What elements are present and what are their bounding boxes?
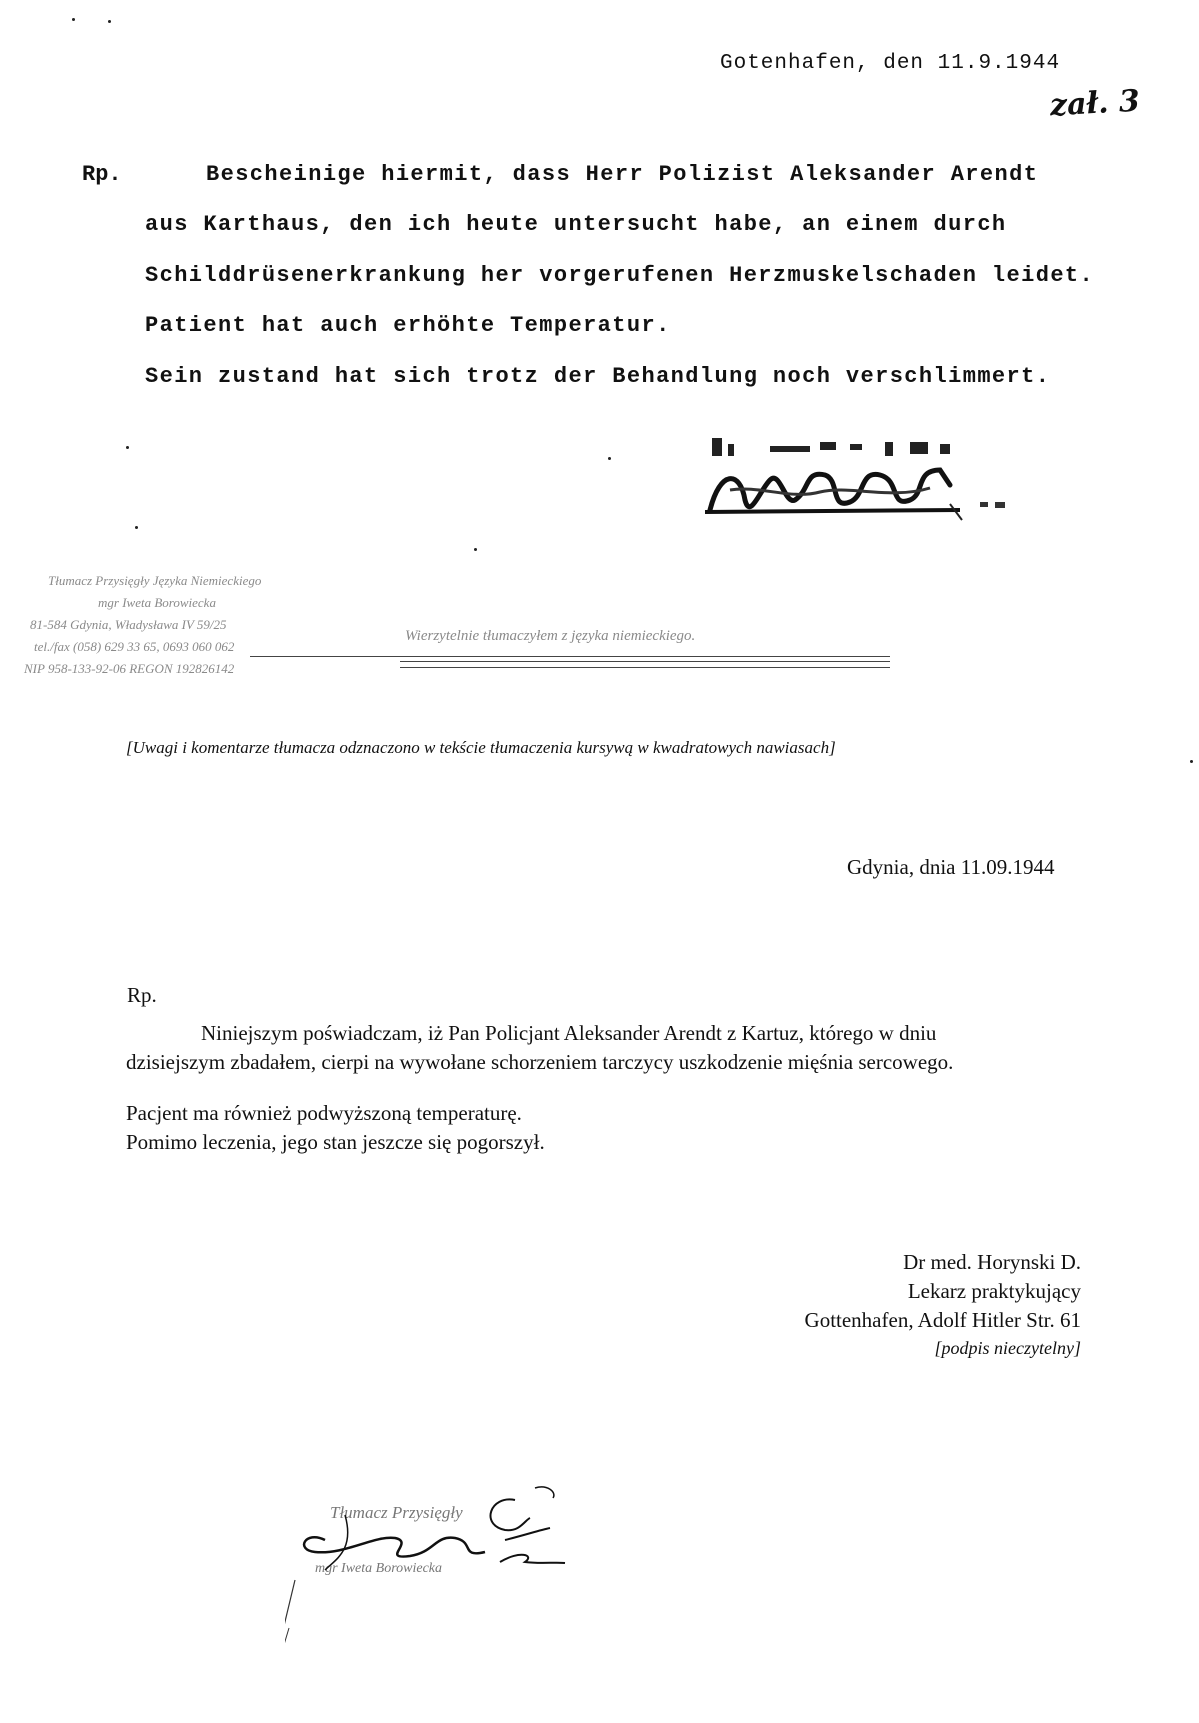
certification-rule bbox=[400, 661, 890, 662]
scan-speck bbox=[1190, 760, 1193, 763]
german-place-date: Gotenhafen, den 11.9.1944 bbox=[720, 52, 1061, 75]
doctor-stamp-signature bbox=[700, 430, 1040, 540]
certification-rule bbox=[400, 667, 890, 668]
polish-text-line: Pomimo leczenia, jego stan jeszcze się pogorszył. bbox=[126, 1130, 545, 1154]
translator-stamp-line: mgr Iweta Borowiecka bbox=[98, 595, 216, 610]
german-rp-label: Rp. bbox=[82, 162, 122, 187]
scan-speck bbox=[608, 457, 611, 460]
german-text-line: Bescheinige hiermit, dass Herr Polizist Aleksander Arendt bbox=[206, 162, 1039, 187]
polish-rp-label: Rp. bbox=[127, 983, 157, 1007]
translator-certification: Wierzytelnie tłumaczyłem z języka niemieckiego. bbox=[405, 628, 696, 644]
scan-speck bbox=[474, 548, 477, 551]
attachment-reference-mark: zał. 3 bbox=[1049, 83, 1141, 124]
polish-text-line: Pacjent ma również podwyższoną temperaturę. bbox=[126, 1101, 522, 1125]
german-text-line: aus Karthaus, den ich heute untersucht habe, an einem durch bbox=[145, 212, 1007, 237]
translator-signature bbox=[285, 1480, 625, 1670]
translator-stamp-line: tel./fax (058) 629 33 65, 0693 060 062 bbox=[34, 639, 235, 654]
german-text-line: Sein zustand hat sich trotz der Behandlung noch verschlimmert. bbox=[145, 364, 1051, 389]
translator-note: [Uwagi i komentarze tłumacza odznaczono w tekście tłumaczenia kursywą w kwadratowych nawiasach] bbox=[126, 738, 836, 757]
scan-speck bbox=[72, 18, 75, 21]
svg-text:Tłumacz Przysięgły: Tłumacz Przysięgły bbox=[330, 1503, 463, 1522]
scan-speck bbox=[108, 20, 111, 23]
scan-speck bbox=[135, 526, 138, 529]
signature-doctor-name: Dr med. Horynski D. bbox=[903, 1250, 1081, 1274]
polish-text-line: dzisiejszym zbadałem, cierpi na wywołane schorzeniem tarczycy uszkodzenie mięśnia sercowego. bbox=[126, 1050, 954, 1074]
signature-doctor-address: Gottenhafen, Adolf Hitler Str. 61 bbox=[804, 1308, 1081, 1332]
translator-stamp-line: NIP 958-133-92-06 REGON 192826142 bbox=[24, 661, 235, 676]
certification-rule bbox=[250, 656, 890, 657]
translator-stamp bbox=[18, 570, 378, 690]
scan-speck bbox=[126, 446, 129, 449]
signature-doctor-title: Lekarz praktykujący bbox=[907, 1279, 1081, 1303]
translator-stamp-line: 81-584 Gdynia, Władysława IV 59/25 bbox=[30, 617, 227, 632]
signature-illegible-note: [podpis nieczytelny] bbox=[934, 1338, 1081, 1358]
german-text-line: Patient hat auch erhöhte Temperatur. bbox=[145, 313, 671, 338]
german-text-line: Schilddrüsenerkrankung her vorgerufenen Herzmuskelschaden leidet. bbox=[145, 263, 1095, 288]
translator-stamp-line: Tłumacz Przysięgły Języka Niemieckiego bbox=[48, 573, 262, 588]
svg-text:mgr Iweta Borowiecka: mgr Iweta Borowiecka bbox=[315, 1561, 443, 1576]
polish-place-date: Gdynia, dnia 11.09.1944 bbox=[847, 855, 1055, 879]
polish-text-line: Niniejszym poświadczam, iż Pan Policjant Aleksander Arendt z Kartuz, którego w dniu bbox=[201, 1021, 937, 1045]
